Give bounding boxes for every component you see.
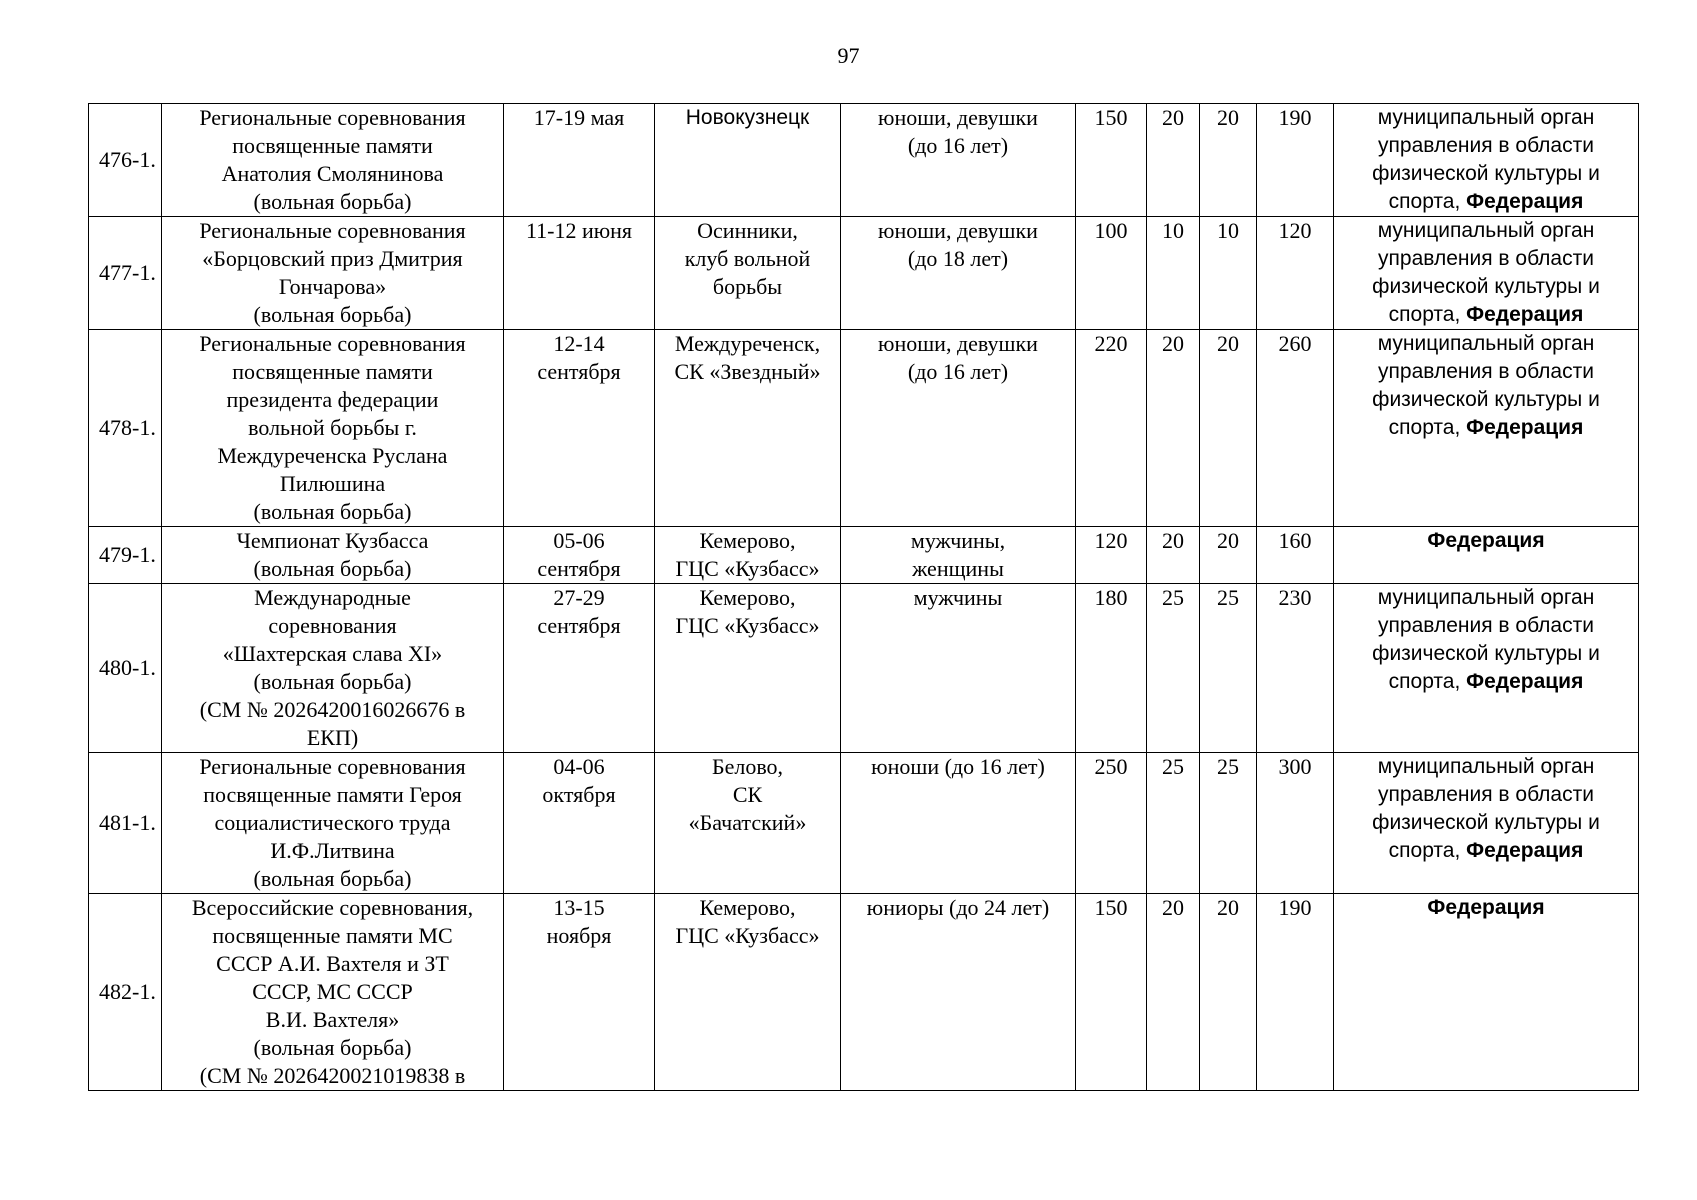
- event-participants: юноши (до 16 лет): [841, 753, 1076, 894]
- organizer-main: муниципальный орган управления в области физической культуры и спорта,: [1372, 755, 1600, 862]
- event-name: Региональные соревнования «Борцовский приз Дмитрия Гончарова» (вольная борьба): [162, 217, 504, 330]
- event-participants: юниоры (до 24 лет): [841, 894, 1076, 1091]
- event-participants: юноши, девушки (до 18 лет): [841, 217, 1076, 330]
- event-name: Региональные соревнования посвященные памяти Героя социалистического труда И.Ф.Литвина (вольная борьба): [162, 753, 504, 894]
- organizer-federation: Федерация: [1427, 896, 1545, 919]
- event-count-1: 180: [1076, 584, 1147, 753]
- page-number: 97: [837, 43, 860, 68]
- event-count-1: 120: [1076, 527, 1147, 584]
- organizer-federation: Федерация: [1466, 839, 1584, 862]
- table-row: [89, 104, 1639, 217]
- organizer-main: муниципальный орган управления в области физической культуры и спорта,: [1372, 332, 1600, 439]
- event-count-2: 10: [1147, 217, 1200, 330]
- event-count-2: 20: [1147, 330, 1200, 527]
- event-organizer: [1334, 330, 1639, 527]
- event-number: 477-1.: [89, 217, 162, 330]
- event-name: Региональные соревнования посвященные памяти президента федерации вольной борьбы г. Междуреченска Руслана Пилюшина (вольная борьба): [162, 330, 504, 527]
- event-number: 480-1.: [89, 584, 162, 753]
- event-name: Всероссийские соревнования, посвященные памяти МС СССР А.И. Вахтеля и ЗТ СССР, МС СССР В.И. Вахтеля» (вольная борьба) (СМ № 2026420021019838 в: [162, 894, 504, 1091]
- event-count-2: 20: [1147, 527, 1200, 584]
- event-organizer: [1334, 894, 1639, 1091]
- event-total: 230: [1257, 584, 1334, 753]
- table-row: [89, 894, 1639, 1091]
- table-row: [89, 527, 1639, 584]
- event-count-1: 150: [1076, 104, 1147, 217]
- event-name: Чемпионат Кузбасса (вольная борьба): [162, 527, 504, 584]
- event-number: 478-1.: [89, 330, 162, 527]
- table-row: [89, 753, 1639, 894]
- event-count-2: 25: [1147, 753, 1200, 894]
- event-count-3: 20: [1200, 894, 1257, 1091]
- event-organizer: [1334, 527, 1639, 584]
- organizer-main: муниципальный орган управления в области физической культуры и спорта,: [1372, 586, 1600, 693]
- organizer-federation: Федерация: [1427, 529, 1545, 552]
- event-total: 190: [1257, 104, 1334, 217]
- event-participants: юноши, девушки (до 16 лет): [841, 330, 1076, 527]
- organizer-main: муниципальный орган управления в области физической культуры и спорта,: [1372, 219, 1600, 326]
- table-row: [89, 330, 1639, 527]
- events-table: [88, 103, 1639, 1091]
- event-place: Белово, СК «Бачатский»: [655, 753, 841, 894]
- event-number: 479-1.: [89, 527, 162, 584]
- event-place: Кемерово, ГЦС «Кузбасс»: [655, 527, 841, 584]
- event-count-1: 220: [1076, 330, 1147, 527]
- table-row: [89, 584, 1639, 753]
- event-count-1: 250: [1076, 753, 1147, 894]
- event-name: Международные соревнования «Шахтерская слава XI» (вольная борьба) (СМ № 2026420016026676 в ЕКП): [162, 584, 504, 753]
- event-participants: мужчины: [841, 584, 1076, 753]
- event-count-1: 100: [1076, 217, 1147, 330]
- event-place: Кемерово, ГЦС «Кузбасс»: [655, 584, 841, 753]
- event-organizer: [1334, 104, 1639, 217]
- event-organizer: [1334, 217, 1639, 330]
- organizer-federation: Федерация: [1466, 416, 1584, 439]
- event-total: 260: [1257, 330, 1334, 527]
- event-total: 190: [1257, 894, 1334, 1091]
- event-place: Новокузнецк: [655, 104, 841, 217]
- event-dates: 17-19 мая: [504, 104, 655, 217]
- event-total: 120: [1257, 217, 1334, 330]
- event-count-1: 150: [1076, 894, 1147, 1091]
- event-dates: 12-14 сентября: [504, 330, 655, 527]
- event-participants: мужчины, женщины: [841, 527, 1076, 584]
- organizer-federation: Федерация: [1466, 303, 1584, 326]
- event-number: 476-1.: [89, 104, 162, 217]
- event-count-3: 20: [1200, 104, 1257, 217]
- event-count-2: 25: [1147, 584, 1200, 753]
- event-total: 160: [1257, 527, 1334, 584]
- event-dates: 05-06 сентября: [504, 527, 655, 584]
- event-name: Региональные соревнования посвященные памяти Анатолия Смолянинова (вольная борьба): [162, 104, 504, 217]
- event-dates: 04-06 октября: [504, 753, 655, 894]
- events-table-body: [89, 104, 1639, 1091]
- event-count-3: 20: [1200, 330, 1257, 527]
- event-count-2: 20: [1147, 894, 1200, 1091]
- event-place: Кемерово, ГЦС «Кузбасс»: [655, 894, 841, 1091]
- event-count-2: 20: [1147, 104, 1200, 217]
- event-dates: 27-29 сентября: [504, 584, 655, 753]
- event-dates: 13-15 ноября: [504, 894, 655, 1091]
- event-count-3: 25: [1200, 753, 1257, 894]
- event-organizer: [1334, 584, 1639, 753]
- event-count-3: 20: [1200, 527, 1257, 584]
- event-participants: юноши, девушки (до 16 лет): [841, 104, 1076, 217]
- event-count-3: 25: [1200, 584, 1257, 753]
- event-organizer: [1334, 753, 1639, 894]
- table-row: [89, 217, 1639, 330]
- organizer-federation: Федерация: [1466, 190, 1584, 213]
- event-number: 481-1.: [89, 753, 162, 894]
- event-total: 300: [1257, 753, 1334, 894]
- organizer-federation: Федерация: [1466, 670, 1584, 693]
- organizer-main: муниципальный орган управления в области физической культуры и спорта,: [1372, 106, 1600, 213]
- event-number: 482-1.: [89, 894, 162, 1091]
- event-place: Междуреченск, СК «Звездный»: [655, 330, 841, 527]
- event-place: Осинники, клуб вольной борьбы: [655, 217, 841, 330]
- event-count-3: 10: [1200, 217, 1257, 330]
- event-dates: 11-12 июня: [504, 217, 655, 330]
